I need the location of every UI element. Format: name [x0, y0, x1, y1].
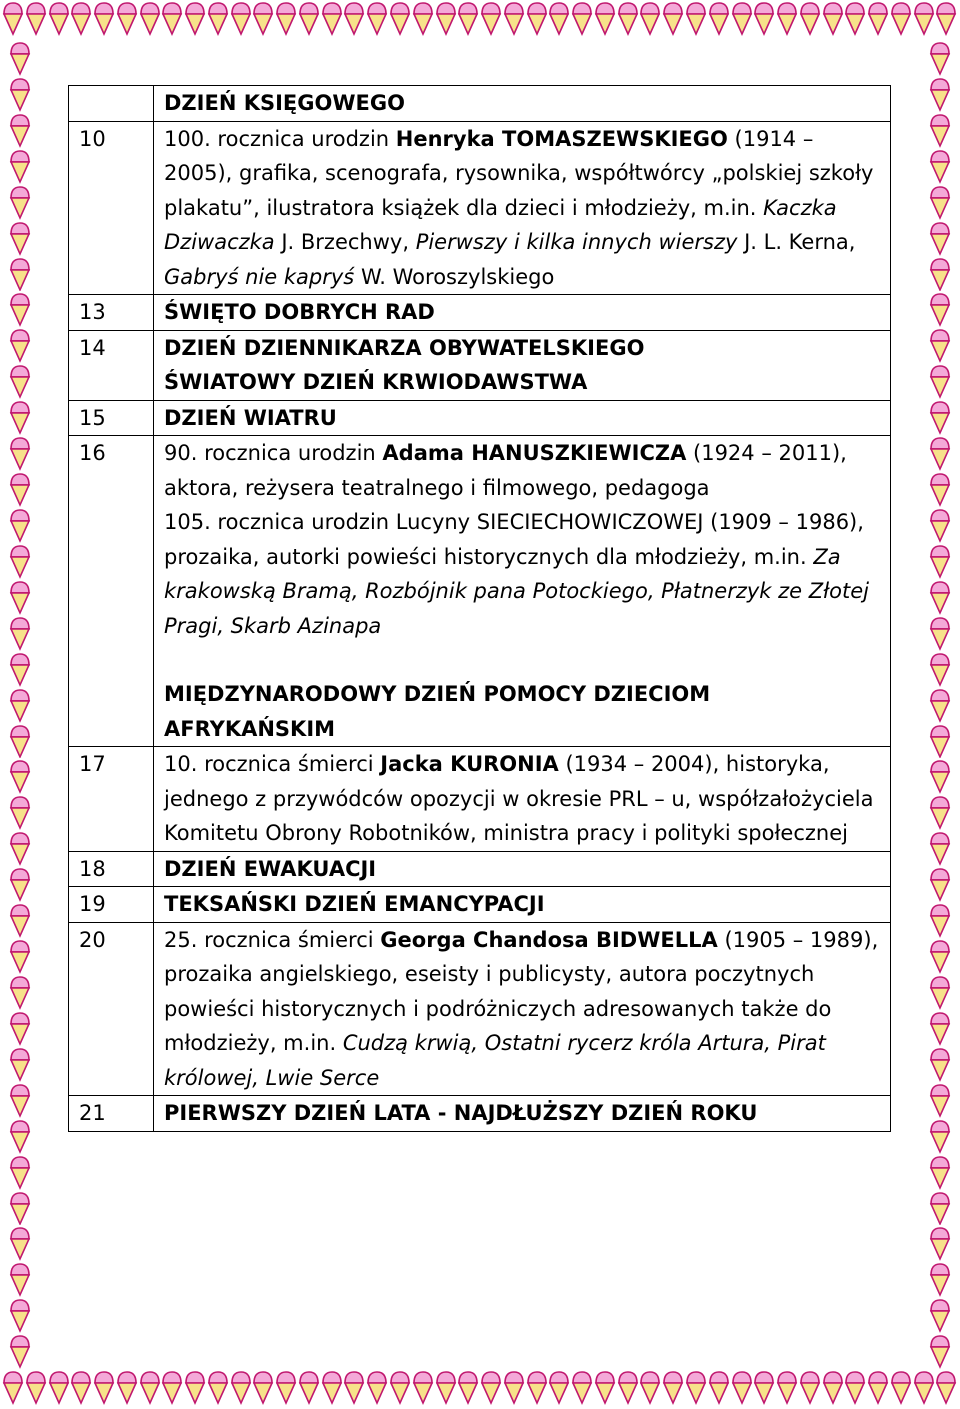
ice-cream-cone-icon	[9, 974, 31, 1010]
ice-cream-cone-icon	[929, 758, 951, 794]
event-title: ŚWIĘTO DOBRYCH RAD	[154, 295, 891, 331]
ice-cream-cone-icon	[9, 579, 31, 615]
ice-cream-cone-icon	[230, 1369, 252, 1405]
ice-cream-cone-icon	[48, 1369, 70, 1405]
ice-cream-cone-icon	[929, 1261, 951, 1297]
ice-cream-cone-icon	[617, 1369, 639, 1405]
event-title: DZIEŃ WIATRU	[154, 400, 891, 436]
ice-cream-cone-icon	[9, 40, 31, 76]
text: J. Brzechwy,	[274, 230, 416, 254]
ice-cream-cone-icon	[935, 0, 957, 36]
event-title: ŚWIATOWY DZIEŃ KRWIODAWSTWA	[164, 370, 588, 394]
ice-cream-cone-icon	[929, 327, 951, 363]
ice-cream-cone-icon	[9, 866, 31, 902]
ice-cream-cone-icon	[503, 1369, 525, 1405]
book-title: Gabryś nie kapryś	[164, 264, 355, 289]
ice-cream-cone-icon	[731, 1369, 753, 1405]
ice-cream-cone-icon	[708, 1369, 730, 1405]
border-left	[0, 40, 40, 1369]
person-name: Henryka TOMASZEWSKIEGO	[395, 126, 728, 151]
person-name: Adama HANUSZKIEWICZA	[382, 441, 687, 465]
ice-cream-cone-icon	[731, 0, 753, 36]
ice-cream-cone-icon	[139, 1369, 161, 1405]
ice-cream-cone-icon	[9, 1297, 31, 1333]
table-row	[69, 887, 891, 923]
table-row	[69, 851, 891, 887]
ice-cream-cone-icon	[822, 1369, 844, 1405]
ice-cream-cone-icon	[929, 1010, 951, 1046]
text: 100. rocznica urodzin	[164, 126, 396, 151]
border-right	[920, 40, 960, 1369]
day-cell: 15	[69, 400, 154, 436]
text: 90. rocznica urodzin	[164, 441, 383, 465]
ice-cream-cone-icon	[252, 0, 274, 36]
ice-cream-cone-icon	[9, 651, 31, 687]
day-cell: 19	[69, 887, 154, 923]
ice-cream-cone-icon	[435, 1369, 457, 1405]
event-title: MIĘDZYNARODOWY DZIEŃ POMOCY DZIECIOM AFRYKAŃSKIM	[164, 682, 711, 741]
ice-cream-cone-icon	[929, 615, 951, 651]
ice-cream-cone-icon	[2, 0, 24, 36]
ice-cream-cone-icon	[9, 1333, 31, 1369]
day-cell: 21	[69, 1096, 154, 1132]
border-bottom	[0, 1369, 960, 1409]
ice-cream-cone-icon	[161, 0, 183, 36]
event-title: DZIEŃ KSIĘGOWEGO	[154, 86, 891, 122]
table-row	[69, 747, 891, 852]
table-row	[69, 922, 891, 1096]
ice-cream-cone-icon	[9, 794, 31, 830]
ice-cream-cone-icon	[571, 1369, 593, 1405]
ice-cream-cone-icon	[929, 1333, 951, 1369]
day-cell: 14	[69, 330, 154, 400]
ice-cream-cone-icon	[617, 0, 639, 36]
event-title: DZIEŃ EWAKUACJI	[154, 851, 891, 887]
ice-cream-cone-icon	[929, 902, 951, 938]
ice-cream-cone-icon	[685, 0, 707, 36]
ice-cream-cone-icon	[25, 1369, 47, 1405]
ice-cream-cone-icon	[9, 327, 31, 363]
ice-cream-cone-icon	[412, 0, 434, 36]
text: 10. rocznica śmierci	[164, 752, 381, 776]
ice-cream-cone-icon	[321, 1369, 343, 1405]
ice-cream-cone-icon	[9, 902, 31, 938]
ice-cream-cone-icon	[822, 0, 844, 36]
ice-cream-cone-icon	[929, 543, 951, 579]
ice-cream-cone-icon	[9, 399, 31, 435]
ice-cream-cone-icon	[929, 471, 951, 507]
ice-cream-cone-icon	[548, 1369, 570, 1405]
ice-cream-cone-icon	[929, 256, 951, 292]
event-description	[154, 436, 891, 747]
ice-cream-cone-icon	[639, 0, 661, 36]
ice-cream-cone-icon	[9, 938, 31, 974]
ice-cream-cone-icon	[929, 1225, 951, 1261]
ice-cream-cone-icon	[929, 1154, 951, 1190]
ice-cream-cone-icon	[929, 148, 951, 184]
ice-cream-cone-icon	[93, 0, 115, 36]
ice-cream-cone-icon	[929, 40, 951, 76]
table-row	[69, 1096, 891, 1132]
ice-cream-cone-icon	[275, 1369, 297, 1405]
ice-cream-cone-icon	[9, 363, 31, 399]
text: (1924 – 2011), aktora, reżysera teatralnego i filmowego, pedagoga	[164, 441, 847, 500]
table-row	[69, 330, 891, 400]
ice-cream-cone-icon	[298, 0, 320, 36]
ice-cream-cone-icon	[9, 291, 31, 327]
ice-cream-cone-icon	[929, 112, 951, 148]
ice-cream-cone-icon	[9, 435, 31, 471]
ice-cream-cone-icon	[9, 220, 31, 256]
book-title: Pierwszy i kilka innych wierszy	[415, 230, 738, 254]
event-title: DZIEŃ DZIENNIKARZA OBYWATELSKIEGO	[164, 335, 645, 360]
ice-cream-cone-icon	[526, 1369, 548, 1405]
ice-cream-cone-icon	[457, 1369, 479, 1405]
ice-cream-cone-icon	[480, 0, 502, 36]
ice-cream-cone-icon	[9, 471, 31, 507]
ice-cream-cone-icon	[913, 0, 935, 36]
ice-cream-cone-icon	[366, 0, 388, 36]
ice-cream-cone-icon	[929, 435, 951, 471]
text: (1914 – 2005), grafika, scenografa, rysownika, współtwórcy „polskiej szkoły plakatu”, ilustratora książek dla dzieci i młodzieży, m.in.	[164, 126, 874, 220]
book-titles: Za krakowską Bramą, Rozbójnik pana Potockiego, Płatnerzyk ze Złotej Pragi, Skarb Azinapa	[164, 544, 869, 638]
ice-cream-cone-icon	[9, 1190, 31, 1226]
ice-cream-cone-icon	[366, 1369, 388, 1405]
ice-cream-cone-icon	[526, 0, 548, 36]
ice-cream-cone-icon	[25, 0, 47, 36]
spacer	[164, 643, 882, 677]
ice-cream-cone-icon	[799, 1369, 821, 1405]
text: 105. rocznica urodzin Lucyny SIECIECHOWICZOWEJ (1909 – 1986), prozaika, autorki powieści historycznych dla młodzieży, m.in.	[164, 510, 864, 569]
ice-cream-cone-icon	[929, 830, 951, 866]
event-title-group	[154, 330, 891, 400]
book-titles: Cudzą krwią, Ostatni rycerz króla Artura, Pirat królowej, Lwie Serce	[164, 1031, 826, 1090]
calendar-table	[68, 85, 891, 1132]
ice-cream-cone-icon	[935, 1369, 957, 1405]
ice-cream-cone-icon	[321, 0, 343, 36]
ice-cream-cone-icon	[929, 687, 951, 723]
ice-cream-cone-icon	[252, 1369, 274, 1405]
ice-cream-cone-icon	[389, 0, 411, 36]
ice-cream-cone-icon	[9, 1261, 31, 1297]
ice-cream-cone-icon	[9, 543, 31, 579]
ice-cream-cone-icon	[9, 758, 31, 794]
ice-cream-cone-icon	[867, 0, 889, 36]
ice-cream-cone-icon	[571, 0, 593, 36]
ice-cream-cone-icon	[776, 1369, 798, 1405]
person-name: Jacka KURONIA	[380, 752, 559, 776]
text: (1905 – 1989), prozaika angielskiego, eseisty i publicysty, autora poczytnych powieści historycznych i podróżniczych adresowanych także do młodzieży, m.in.	[164, 927, 879, 1055]
ice-cream-cone-icon	[929, 1082, 951, 1118]
ice-cream-cone-icon	[929, 507, 951, 543]
ice-cream-cone-icon	[389, 1369, 411, 1405]
ice-cream-cone-icon	[929, 363, 951, 399]
ice-cream-cone-icon	[9, 148, 31, 184]
ice-cream-cone-icon	[139, 0, 161, 36]
ice-cream-cone-icon	[9, 830, 31, 866]
ice-cream-cone-icon	[2, 1369, 24, 1405]
ice-cream-cone-icon	[929, 974, 951, 1010]
ice-cream-cone-icon	[708, 0, 730, 36]
ice-cream-cone-icon	[9, 1154, 31, 1190]
event-title: TEKSAŃSKI DZIEŃ EMANCYPACJI	[154, 887, 891, 923]
day-cell: 16	[69, 436, 154, 747]
ice-cream-cone-icon	[929, 866, 951, 902]
ice-cream-cone-icon	[753, 0, 775, 36]
ice-cream-cone-icon	[929, 651, 951, 687]
text: 25. rocznica śmierci	[164, 927, 381, 952]
paragraph	[164, 436, 882, 505]
event-description	[154, 747, 891, 852]
paragraph	[164, 505, 882, 643]
day-cell: 13	[69, 295, 154, 331]
border-top	[0, 0, 960, 40]
day-cell: 18	[69, 851, 154, 887]
ice-cream-cone-icon	[844, 0, 866, 36]
ice-cream-cone-icon	[9, 112, 31, 148]
ice-cream-cone-icon	[116, 1369, 138, 1405]
ice-cream-cone-icon	[343, 1369, 365, 1405]
ice-cream-cone-icon	[753, 1369, 775, 1405]
ice-cream-cone-icon	[412, 1369, 434, 1405]
text: J. L. Kerna,	[737, 230, 856, 254]
ice-cream-cone-icon	[70, 0, 92, 36]
ice-cream-cone-icon	[929, 938, 951, 974]
ice-cream-cone-icon	[9, 184, 31, 220]
ice-cream-cone-icon	[9, 76, 31, 112]
ice-cream-cone-icon	[929, 220, 951, 256]
ice-cream-cone-icon	[9, 256, 31, 292]
ice-cream-cone-icon	[639, 1369, 661, 1405]
event-description	[154, 922, 891, 1096]
ice-cream-cone-icon	[9, 687, 31, 723]
table-row	[69, 436, 891, 747]
text: W. Woroszylskiego	[354, 264, 555, 289]
event-title: PIERWSZY DZIEŃ LATA - NAJDŁUŻSZY DZIEŃ ROKU	[154, 1096, 891, 1132]
event-description	[154, 121, 891, 295]
ice-cream-cone-icon	[207, 1369, 229, 1405]
day-cell	[69, 86, 154, 122]
ice-cream-cone-icon	[9, 615, 31, 651]
ice-cream-cone-icon	[70, 1369, 92, 1405]
ice-cream-cone-icon	[929, 399, 951, 435]
ice-cream-cone-icon	[929, 794, 951, 830]
book-title: Kaczka Dziwaczka	[164, 195, 837, 254]
ice-cream-cone-icon	[929, 579, 951, 615]
ice-cream-cone-icon	[9, 1010, 31, 1046]
table-row	[69, 86, 891, 122]
ice-cream-cone-icon	[929, 76, 951, 112]
ice-cream-cone-icon	[890, 0, 912, 36]
ice-cream-cone-icon	[776, 0, 798, 36]
ice-cream-cone-icon	[9, 1225, 31, 1261]
ice-cream-cone-icon	[685, 1369, 707, 1405]
day-cell: 20	[69, 922, 154, 1096]
table-row	[69, 295, 891, 331]
ice-cream-cone-icon	[343, 0, 365, 36]
ice-cream-cone-icon	[9, 1046, 31, 1082]
table-row	[69, 400, 891, 436]
ice-cream-cone-icon	[929, 1190, 951, 1226]
ice-cream-cone-icon	[48, 0, 70, 36]
ice-cream-cone-icon	[929, 184, 951, 220]
ice-cream-cone-icon	[93, 1369, 115, 1405]
ice-cream-cone-icon	[929, 1297, 951, 1333]
ice-cream-cone-icon	[799, 0, 821, 36]
ice-cream-cone-icon	[116, 0, 138, 36]
day-cell: 10	[69, 121, 154, 295]
ice-cream-cone-icon	[594, 1369, 616, 1405]
ice-cream-cone-icon	[9, 723, 31, 759]
ice-cream-cone-icon	[867, 1369, 889, 1405]
ice-cream-cone-icon	[207, 0, 229, 36]
ice-cream-cone-icon	[275, 0, 297, 36]
table-row	[69, 121, 891, 295]
ice-cream-cone-icon	[9, 507, 31, 543]
ice-cream-cone-icon	[929, 723, 951, 759]
ice-cream-cone-icon	[184, 1369, 206, 1405]
day-cell: 17	[69, 747, 154, 852]
ice-cream-cone-icon	[929, 1118, 951, 1154]
ice-cream-cone-icon	[548, 0, 570, 36]
text: (1934 – 2004), historyka, jednego z przywódców opozycji w okresie PRL – u, współzałożyciela Komitetu Obrony Robotników, ministra pracy i polityki społecznej	[164, 752, 874, 845]
ice-cream-cone-icon	[913, 1369, 935, 1405]
ice-cream-cone-icon	[662, 1369, 684, 1405]
ice-cream-cone-icon	[662, 0, 684, 36]
ice-cream-cone-icon	[9, 1082, 31, 1118]
ice-cream-cone-icon	[184, 0, 206, 36]
ice-cream-cone-icon	[230, 0, 252, 36]
ice-cream-cone-icon	[890, 1369, 912, 1405]
ice-cream-cone-icon	[503, 0, 525, 36]
ice-cream-cone-icon	[435, 0, 457, 36]
ice-cream-cone-icon	[457, 0, 479, 36]
person-name: Georga Chandosa BIDWELLA	[380, 927, 718, 952]
ice-cream-cone-icon	[594, 0, 616, 36]
ice-cream-cone-icon	[9, 1118, 31, 1154]
ice-cream-cone-icon	[844, 1369, 866, 1405]
ice-cream-cone-icon	[298, 1369, 320, 1405]
ice-cream-cone-icon	[929, 1046, 951, 1082]
ice-cream-cone-icon	[480, 1369, 502, 1405]
ice-cream-cone-icon	[929, 291, 951, 327]
ice-cream-cone-icon	[161, 1369, 183, 1405]
